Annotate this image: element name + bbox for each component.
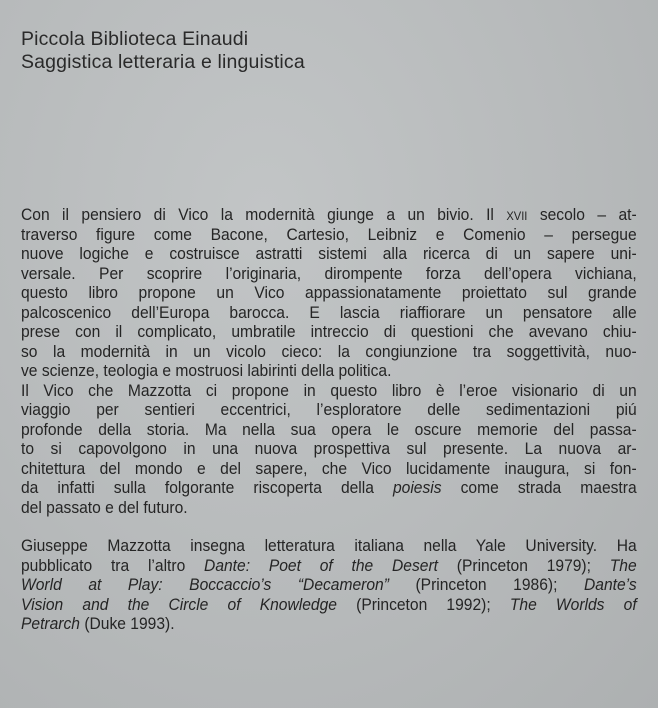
series-name: Piccola Biblioteca Einaudi bbox=[21, 28, 249, 50]
blurb-line: questo libro propone un Vico appassionatamente proiettato sul grande bbox=[21, 283, 637, 302]
blurb-line: so la modernità in un vicolo cieco: la congiunzione tra soggettività, nuo- bbox=[21, 341, 637, 361]
century-numeral: xvii bbox=[506, 205, 528, 224]
book-title: Petrarch bbox=[21, 614, 80, 633]
blurb-line: profonde della storia. Ma nella sua opera le oscure memorie del passa- bbox=[21, 419, 637, 439]
book-title: The Worlds of bbox=[509, 594, 637, 614]
blurb-line: prese con il complicato, umbratile intreccio di questioni che avevano chiu- bbox=[21, 322, 637, 341]
blurb-text bbox=[21, 205, 637, 634]
blurb-line: Con il pensiero di Vico la modernità giunge a un bivio. Il xvii secolo – at- bbox=[21, 205, 637, 224]
book-title: Dante’s bbox=[583, 575, 637, 594]
book-title: Vision and the Circle of Knowledge bbox=[21, 594, 337, 614]
poiesis-term: poiesis bbox=[392, 478, 442, 497]
paragraph-gap bbox=[21, 517, 594, 536]
book-title: The bbox=[609, 555, 637, 575]
blurb-line: viaggio per sentieri eccentrici, l’esploratore delle sedimentazioni piú bbox=[21, 400, 637, 419]
bio-line: Petrarch (Duke 1993). bbox=[21, 614, 175, 633]
blurb-line: traverso figure come Bacone, Cartesio, Leibniz e Comenio – persegue bbox=[21, 224, 637, 244]
bio-line: pubblicato tra l’altro Dante: Poet of the Desert (Princeton 1979); The bbox=[21, 555, 637, 575]
book-title: World at Play: Boccaccio’s “Decameron” bbox=[21, 575, 389, 594]
series-subtitle: Saggistica letteraria e linguistica bbox=[21, 51, 305, 73]
blurb-line: nuove logiche e costruisce astratti sistemi alla ricerca di un sapere uni- bbox=[21, 244, 637, 263]
blurb-line: versale. Per scoprire l’originaria, dirompente forza dell’opera vichiana, bbox=[21, 263, 637, 283]
bio-line: World at Play: Boccaccio’s “Decameron” (Princeton 1986); Dante’s bbox=[21, 575, 637, 594]
series-heading bbox=[21, 28, 305, 74]
book-title: Dante: Poet of the Desert bbox=[204, 555, 438, 575]
blurb-line: da infatti sulla folgorante riscoperta della poiesis come strada maestra bbox=[21, 478, 637, 497]
blurb-line: del passato e del futuro. bbox=[21, 497, 188, 517]
blurb-line: chitettura del mondo e del sapere, che Vico lucidamente inaugura, si fon- bbox=[21, 458, 637, 478]
blurb-line: ve scienze, teologia e mostruosi labirinti della politica. bbox=[21, 361, 392, 380]
blurb-line: palcoscenico dell’Europa barocca. E lascia riaffiorare un pensatore alle bbox=[21, 302, 637, 322]
blurb-line: to si capovolgono in una nuova prospettiva sul presente. La nuova ar- bbox=[21, 439, 637, 458]
bio-line: Giuseppe Mazzotta insegna letteratura italiana nella Yale University. Ha bbox=[21, 536, 637, 555]
blurb-line: Il Vico che Mazzotta ci propone in questo libro è l’eroe visionario di un bbox=[21, 380, 637, 400]
bio-line: Vision and the Circle of Knowledge (Princeton 1992); The Worlds of bbox=[21, 594, 637, 614]
